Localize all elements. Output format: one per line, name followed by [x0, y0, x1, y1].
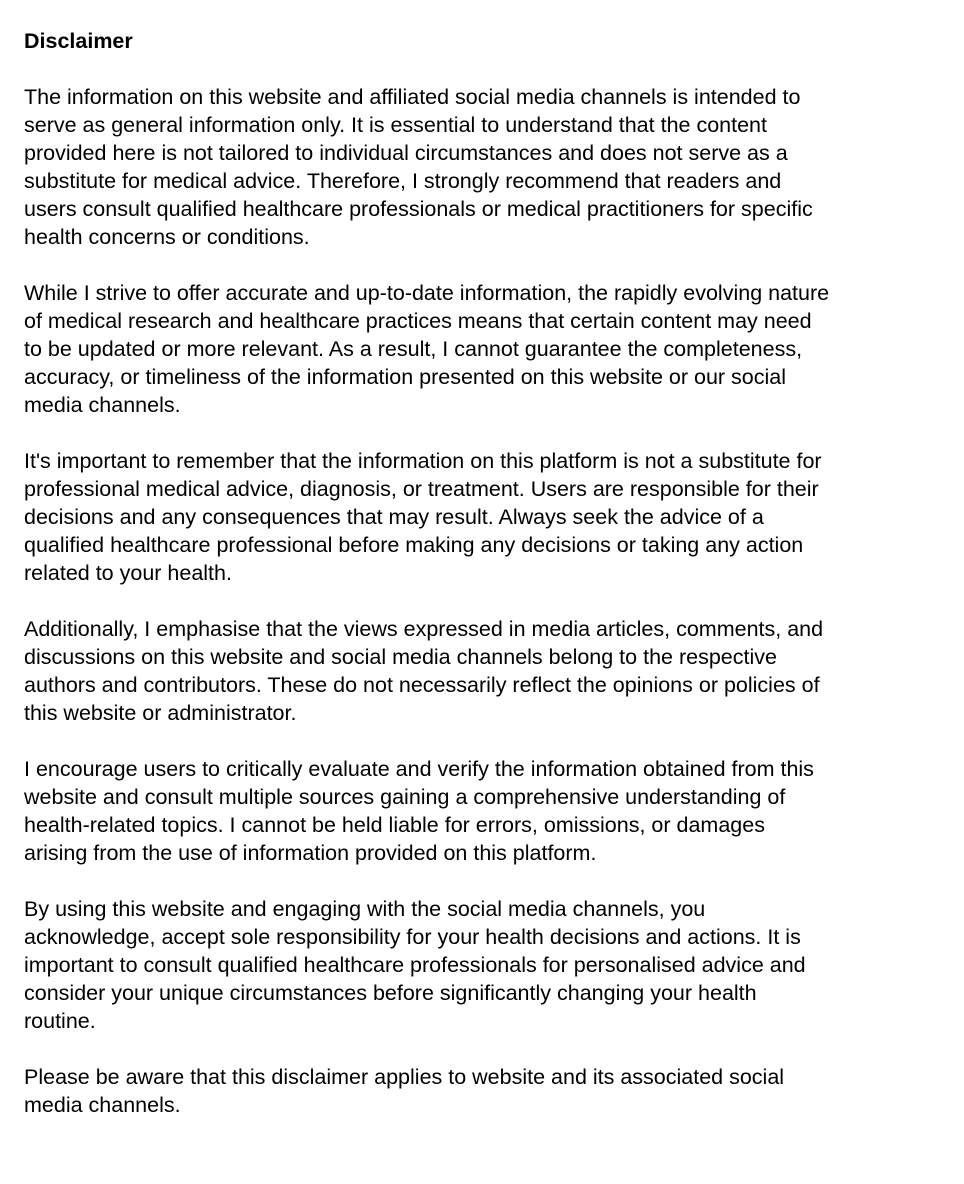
paragraph-line: Additionally, I emphasise that the views expressed in media articles, comments, and: [24, 617, 824, 641]
paragraph-line: It's important to remember that the information on this platform is not a substitute for: [24, 449, 822, 473]
paragraph-line: important to consult qualified healthcare professionals for personalised advice and: [24, 953, 806, 977]
paragraph-line: decisions and any consequences that may result. Always seek the advice of a: [24, 505, 764, 529]
disclaimer-body: [24, 83, 940, 1119]
paragraph-line: accuracy, or timeliness of the information presented on this website or our social: [24, 365, 787, 389]
paragraph-line: substitute for medical advice. Therefore, I strongly recommend that readers and: [24, 169, 782, 193]
paragraph-line: health concerns or conditions.: [24, 225, 310, 249]
disclaimer-paragraph: [24, 1063, 940, 1119]
paragraph-line: of medical research and healthcare practices means that certain content may need: [24, 309, 812, 333]
paragraph-line: to be updated or more relevant. As a result, I cannot guarantee the completeness,: [24, 337, 803, 361]
paragraph-line: serve as general information only. It is essential to understand that the content: [24, 113, 767, 137]
paragraph-line: I encourage users to critically evaluate and verify the information obtained from this: [24, 757, 814, 781]
paragraph-line: provided here is not tailored to individual circumstances and does not serve as a: [24, 141, 788, 165]
paragraph-line: The information on this website and affiliated social media channels is intended to: [24, 85, 801, 109]
paragraph-line: users consult qualified healthcare professionals or medical practitioners for specific: [24, 197, 813, 221]
paragraph-line: professional medical advice, diagnosis, or treatment. Users are responsible for their: [24, 477, 819, 501]
paragraph-line: acknowledge, accept sole responsibility for your health decisions and actions. It is: [24, 925, 801, 949]
disclaimer-paragraph: [24, 895, 940, 1035]
page-title: Disclaimer: [24, 29, 133, 53]
paragraph-line: this website or administrator.: [24, 701, 297, 725]
paragraph-line: related to your health.: [24, 561, 232, 585]
paragraph-line: arising from the use of information provided on this platform.: [24, 841, 597, 865]
paragraph-line: health-related topics. I cannot be held liable for errors, omissions, or damages: [24, 813, 765, 837]
disclaimer-paragraph: [24, 279, 940, 419]
disclaimer-paragraph: [24, 83, 940, 251]
paragraph-line: While I strive to offer accurate and up-to-date information, the rapidly evolving nature: [24, 281, 830, 305]
disclaimer-paragraph: [24, 447, 940, 587]
paragraph-line: routine.: [24, 1009, 96, 1033]
paragraph-line: Please be aware that this disclaimer applies to website and its associated social: [24, 1065, 785, 1089]
paragraph-line: media channels.: [24, 1093, 181, 1117]
paragraph-line: By using this website and engaging with the social media channels, you: [24, 897, 706, 921]
disclaimer-paragraph: [24, 755, 940, 867]
paragraph-line: consider your unique circumstances before significantly changing your health: [24, 981, 757, 1005]
paragraph-line: media channels.: [24, 393, 181, 417]
disclaimer-paragraph: [24, 615, 940, 727]
paragraph-line: website and consult multiple sources gaining a comprehensive understanding of: [24, 785, 786, 809]
paragraph-line: qualified healthcare professional before making any decisions or taking any action: [24, 533, 804, 557]
paragraph-line: discussions on this website and social media channels belong to the respective: [24, 645, 777, 669]
paragraph-line: authors and contributors. These do not necessarily reflect the opinions or policies of: [24, 673, 820, 697]
